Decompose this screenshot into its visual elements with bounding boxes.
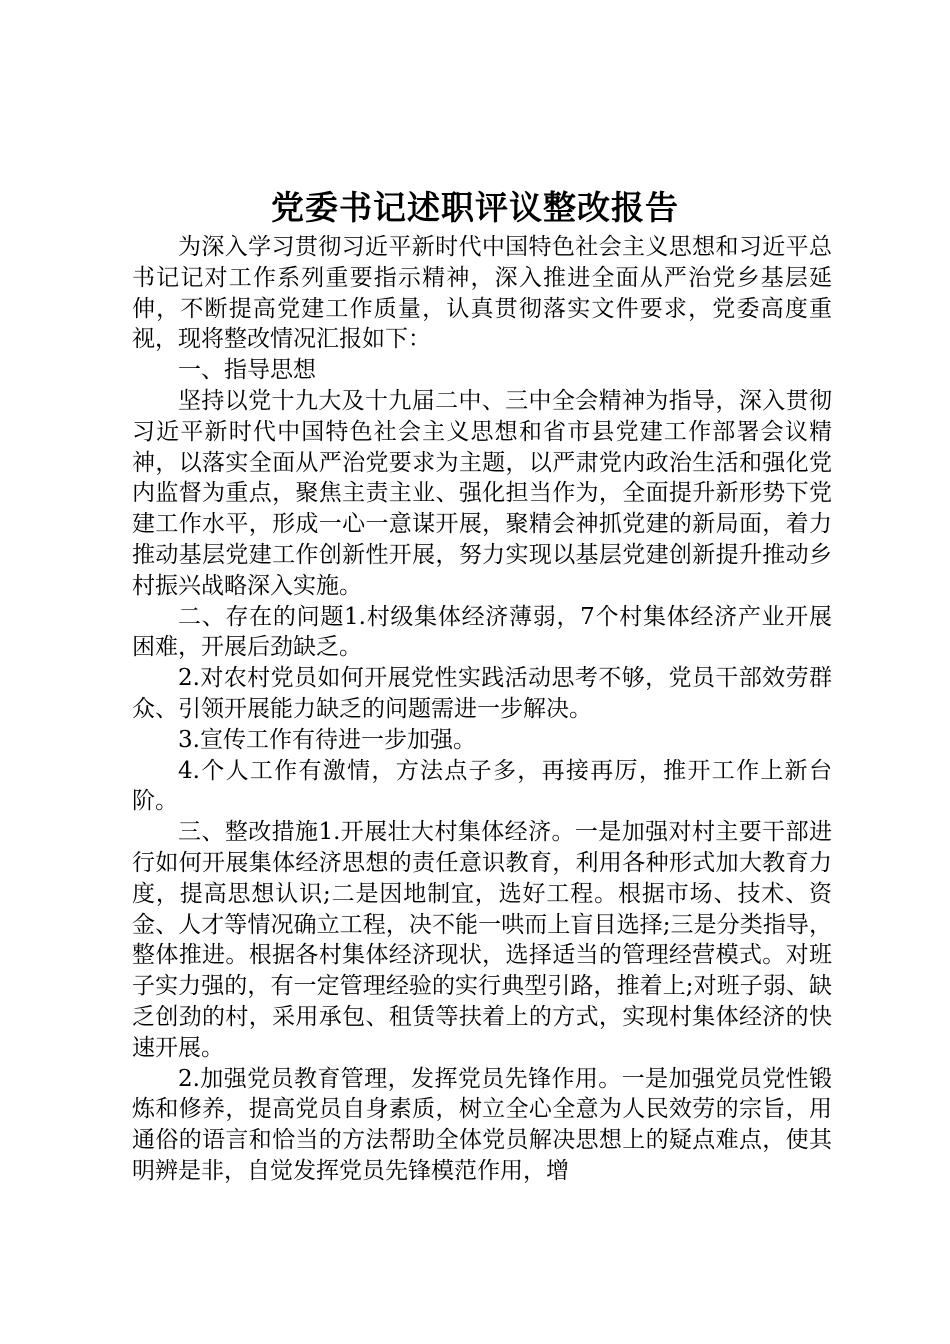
section-heading-rectification-measures: 三、整改措施1.开展壮大村集体经济。一是加强对村主要干部进行如何开展集体经济思想的责任意识教育，利用各种形式加大教育力度，提高思想认识;二是因地制宜，选好工程。根据市场、技术、资金、人才等情况确立工程，决不能一哄而上盲目选择;三是分类指导，整体推进。根据各村集体经济现状，选择适当的管理经营模式。对班子实力强的，有一定管理经验的实行典型引路，推着上;对班子弱、缺乏创劲的村，采用承包、租赁等扶着上的方式，实现村集体经济的快速开展。 (132, 819, 832, 1061)
section-heading-existing-problems: 二、存在的问题1.村级集体经济薄弱，7个村集体经济产业开展困难，开展后劲缺乏。 (132, 603, 832, 661)
document-title: 党委书记述职评议整改报告 (271, 188, 679, 227)
document-body (132, 232, 832, 1187)
paragraph-intro: 为深入学习贯彻习近平新时代中国特色社会主义思想和习近平总书记记对工作系列重要指示精神，深入推进全面从严治党乡基层延伸，不断提高党建工作质量，认真贯彻落实文件要求，党委高度重视，现将整改情况汇报如下： (132, 234, 832, 353)
paragraph-measure-2: 2.加强党员教育管理，发挥党员先锋作用。一是加强党员党性锻炼和修养，提高党员自身素质，树立全心全意为人民效劳的宗旨，用通俗的语言和恰当的方法帮助全体党员解决思想上的疑点难点，使其明辨是非，自觉发挥党员先锋模范作用，增 (132, 1065, 832, 1184)
paragraph-problem-2: 2.对农村党员如何开展党性实践活动思考不够，党员干部效劳群众、引领开展能力缺乏的问题需进一步解决。 (132, 665, 832, 722)
paragraph-problem-4: 4.个人工作有激情，方法点子多，再接再厉，推开工作上新台阶。 (132, 757, 832, 815)
paragraph-guiding-ideology: 坚持以党十九大及十九届二中、三中全会精神为指导，深入贯彻习近平新时代中国特色社会主义思想和省市县党建工作部署会议精神，以落实全面从严治党要求为主题，以严肃党内政治生活和强化党内监督为重点，聚焦主责主业、强化担当作为，全面提升新形势下党建工作水平，形成一心一意谋开展，聚精会神抓党建的新局面，着力推动基层党建工作创新性开展，努力实现以基层党建创新提升推动乡村振兴战略深入实施。 (132, 387, 832, 599)
section-heading-guiding-ideology: 一、指导思想 (178, 357, 316, 384)
paragraph-problem-3: 3.宣传工作有待进一步加强。 (178, 726, 476, 753)
